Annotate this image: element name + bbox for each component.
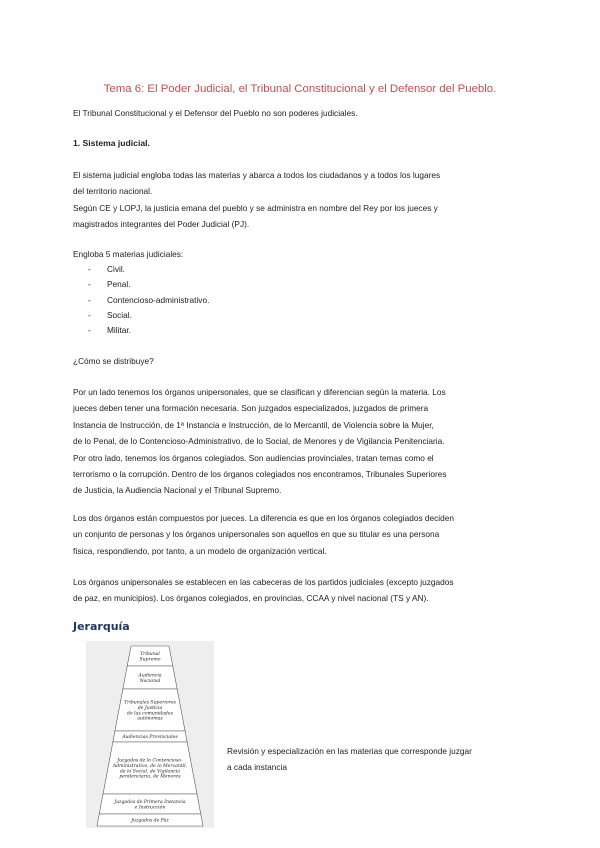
text-line: Por un lado tenemos los órganos unipersonales, que se clasifican y diferencian según la materia. Los (73, 387, 446, 397)
list-item: - Contencioso-administrativo. (88, 294, 210, 305)
text-line: de lo Penal, de lo Contencioso-Administrativo, de lo Social, de Menores y de Vigilancia Penitenciaria. (73, 436, 445, 447)
pyramid-level-label: Juzgados de lo Contencioso- (117, 758, 183, 764)
pyramid-level-label: de lo Social, de Vigilancia (119, 769, 181, 775)
jerarquia-pyramid (86, 641, 214, 828)
pyramid-level-label: e Instrucción (134, 805, 166, 811)
pyramid-level-label: Audiencia (138, 673, 162, 679)
text-line: de paz, en municipios). Los órganos colegiados, en provincias, CCAA y nivel nacional (TS y AN). (73, 593, 429, 604)
pyramid-level-label: Juzgados de Primera Instancia (114, 799, 186, 805)
pyramid-level-label: de Justicia (137, 705, 163, 711)
pyramid-level-label: Tribunal (140, 651, 160, 657)
text-line: Por otro lado, tenemos los órganos colegiados. Son audiencias provinciales, tratan temas como el (73, 452, 434, 463)
list-item: - Penal. (88, 279, 131, 290)
text-line: terrorismo o la corrupción. Dentro de los órganos colegiados nos encontramos, Tribunales Superiores (73, 469, 447, 480)
pyramid-caption (227, 744, 527, 775)
page-title: Tema 6: El Poder Judicial, el Tribunal Constitucional y el Defensor del Pueblo. (103, 82, 497, 95)
pyramid-level-label: Juzgados de Paz (131, 818, 169, 824)
distribucion-paragraph-1 (73, 384, 533, 499)
pyramid-level-label: Nacional (139, 678, 161, 684)
text-line: un conjunto de personas y los órganos unipersonales son aquellos en que su titular es una persona (73, 529, 440, 540)
pyramid-level-label: de las comunidades (127, 711, 173, 717)
text-line: del territorio nacional. (73, 186, 153, 197)
caption-line: Revisión y especialización en las materias que corresponde juzgar (227, 746, 472, 756)
text-line: El sistema judicial engloba todas las materias y abarca a todos los ciudadanos y a todos los lugares (73, 170, 441, 180)
list-item: - Militar. (88, 325, 131, 336)
pyramid-level-label: Supremo (139, 657, 161, 663)
pyramid-level-label: Tribunales Superiores (124, 700, 176, 706)
text-line: Instancia de Instrucción, de 1ª Instancia e Instrucción, de lo Mercantil, de Violencia sobre la Mujer, (73, 419, 434, 430)
caption-line: a cada instancia (227, 761, 287, 772)
list-item: - Civil. (88, 264, 125, 274)
distribucion-paragraph-3 (73, 574, 533, 607)
intro-paragraph: El Tribunal Constitucional y el Defensor del Pueblo no son poderes judiciales. (73, 108, 358, 118)
pyramid-level-label: Audiencias Provinciales (122, 735, 178, 741)
jerarquia-heading: Jerarquía (73, 620, 130, 633)
list-item: - Social. (88, 309, 132, 320)
sistema-paragraph (73, 167, 533, 233)
text-line: magistrados integrantes del Poder Judicial (PJ). (73, 219, 250, 230)
pyramid-diagram (86, 641, 214, 828)
text-line: jueces deben tener una formación necesaria. Son juzgados especializados, juzgados de primera (73, 403, 429, 414)
text-line: Los dos órganos están compuestos por jueces. La diferencia es que en los órganos colegiados deciden (73, 513, 454, 523)
text-line: física, respondiendo, por tanto, a un modelo de organización vertical. (73, 545, 327, 556)
section-heading-sistema-judicial: 1. Sistema judicial. (73, 138, 150, 148)
list-intro: Engloba 5 materias judiciales: (73, 249, 184, 259)
pyramid-level-label: autónomas (137, 716, 163, 722)
distribucion-paragraph-2 (73, 510, 533, 559)
pyramid-level-label: penitenciaria, de Menores (119, 774, 181, 780)
text-line: de Justicia, la Audiencia Nacional y el Tribunal Supremo. (73, 485, 282, 496)
pyramid-level-label: Administrativo, de lo Mercantil, (112, 763, 188, 769)
materias-list (88, 262, 209, 338)
text-line: Según CE y LOPJ, la justicia emana del pueblo y se administra en nombre del Rey por los jueces y (73, 202, 438, 213)
text-line: Los órganos unipersonales se establecen en las cabeceras de los partidos judiciales (excepto juzgados (73, 577, 454, 587)
distribucion-question: ¿Cómo se distribuye? (73, 356, 154, 366)
